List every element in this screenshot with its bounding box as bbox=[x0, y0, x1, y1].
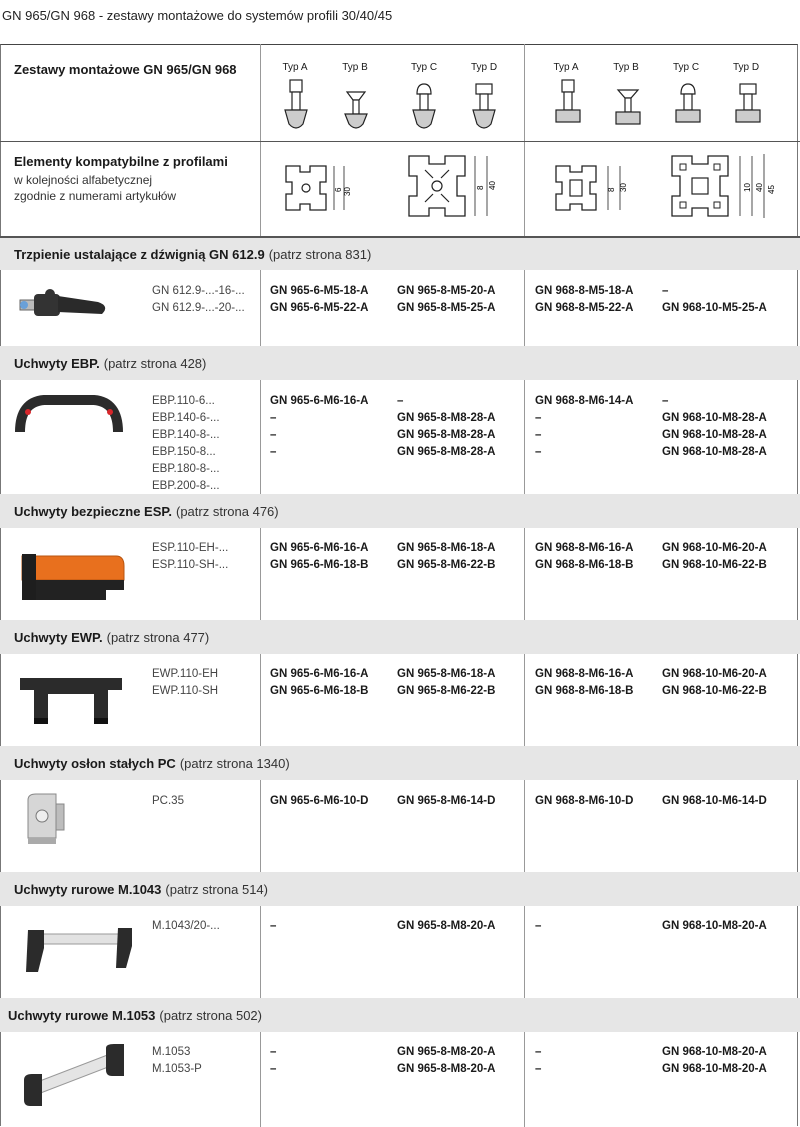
compat-subtitle: zgodnie z numerami artykułów bbox=[14, 189, 177, 203]
tube-handle-m1043-image bbox=[18, 922, 138, 980]
header-title: Zestawy montażowe GN 965/GN 968 bbox=[14, 62, 237, 77]
col-divider bbox=[260, 528, 261, 620]
section-title: Uchwyty EBP. bbox=[14, 355, 100, 371]
col-divider bbox=[260, 270, 261, 346]
part-code-gn965-6: – bbox=[270, 920, 277, 932]
part-code-gn965-6: GN 965-6-M6-16-A GN 965-6-M6-18-B bbox=[270, 542, 369, 571]
col-divider bbox=[524, 270, 525, 346]
profile-30-icon bbox=[552, 160, 642, 220]
page-title: GN 965/GN 968 - zestawy montażowe do systemów profili 30/40/45 bbox=[2, 8, 393, 23]
part-code-gn968-10: GN 968-10-M6-20-A GN 968-10-M6-22-B bbox=[662, 668, 767, 697]
profile-40-icon bbox=[405, 150, 505, 230]
part-code-gn965-8: GN 965-8-M6-18-A GN 965-8-M6-22-B bbox=[397, 668, 496, 697]
type-label: Typ B bbox=[342, 62, 368, 73]
screw-type-a-icon bbox=[554, 78, 582, 128]
section-header bbox=[0, 620, 800, 654]
profile-dim-label: 40 bbox=[488, 181, 497, 190]
part-code-gn965-8: GN 965-8-M6-14-D bbox=[397, 795, 496, 807]
profile-40-45-icon bbox=[668, 150, 778, 230]
col-divider bbox=[524, 1032, 525, 1127]
type-label: Typ D bbox=[732, 62, 760, 73]
part-code-gn968-10: GN 968-10-M6-20-A GN 968-10-M6-22-B bbox=[662, 542, 767, 571]
guard-clamp-image bbox=[20, 790, 70, 850]
section-title: Trzpienie ustalające z dźwignią GN 612.9 bbox=[14, 246, 265, 262]
tube-handle-m1053-image bbox=[20, 1044, 130, 1110]
screw-type-b-icon bbox=[614, 82, 642, 128]
part-code-gn968-10: GN 968-10-M8-20-A GN 968-10-M8-20-A bbox=[662, 1046, 767, 1075]
ewp-handle-image bbox=[16, 668, 126, 730]
part-code-gn965-6: – – bbox=[270, 1046, 277, 1075]
screw-type-c-icon bbox=[411, 80, 437, 134]
screw-type-d-icon bbox=[471, 80, 497, 134]
article-numbers: EWP.110-EH EWP.110-SH bbox=[152, 668, 219, 697]
screw-type-b-icon bbox=[343, 84, 369, 134]
part-code-gn965-6: GN 965-6-M6-16-A GN 965-6-M6-18-B bbox=[270, 668, 369, 697]
article-numbers: M.1043/20-... bbox=[152, 920, 220, 932]
article-numbers: GN 612.9-...-16-... GN 612.9-...-20-... bbox=[152, 285, 245, 314]
page-reference: (patrz strona 514) bbox=[165, 881, 268, 897]
compat-subtitle: w kolejności alfabetycznej bbox=[14, 173, 153, 187]
article-numbers: PC.35 bbox=[152, 795, 184, 807]
indexing-plunger-image bbox=[18, 282, 118, 328]
section-title: Uchwyty EWP. bbox=[14, 629, 103, 645]
part-code-gn965-6: GN 965-6-M6-10-D bbox=[270, 795, 369, 807]
part-code-gn968-10: – GN 968-10-M5-25-A bbox=[662, 285, 767, 314]
screw-type-c-icon bbox=[674, 80, 702, 128]
type-label: Typ B bbox=[613, 62, 639, 73]
part-code-gn968-8: GN 968-8-M5-18-A GN 968-8-M5-22-A bbox=[535, 285, 634, 314]
profile-dim-label: 10 bbox=[743, 183, 752, 192]
col-divider bbox=[524, 528, 525, 620]
type-label: Typ A bbox=[282, 62, 308, 73]
profile-dim-label: 6 bbox=[334, 187, 343, 192]
part-code-gn965-8: GN 965-8-M6-18-A GN 965-8-M6-22-B bbox=[397, 542, 496, 571]
profile-dim-label: 8 bbox=[607, 187, 616, 192]
part-code-gn965-6: GN 965-6-M6-16-A – – – bbox=[270, 395, 369, 458]
part-code-gn968-8: GN 968-8-M6-16-A GN 968-8-M6-18-B bbox=[535, 542, 634, 571]
col-divider bbox=[524, 654, 525, 746]
col-divider bbox=[260, 906, 261, 998]
profile-dim-label: 30 bbox=[343, 187, 352, 196]
compat-title: Elementy kompatybilne z profilami bbox=[14, 154, 228, 169]
ebp-handle-image bbox=[14, 392, 124, 442]
section-header bbox=[0, 746, 800, 780]
part-code-gn968-8: – bbox=[535, 920, 542, 932]
article-numbers: EBP.110-6... EBP.140-6-... EBP.140-8-... EBP.150-8... EBP.180-8-... EBP.200-8-... bbox=[152, 395, 220, 492]
col-divider bbox=[260, 1032, 261, 1127]
profile-dim-label: 40 bbox=[755, 183, 764, 192]
page-reference: (patrz strona 502) bbox=[159, 1007, 262, 1023]
part-code-gn968-8: – – bbox=[535, 1046, 542, 1075]
article-numbers: ESP.110-EH-... ESP.110-SH-... bbox=[152, 542, 229, 571]
page-reference: (patrz strona 1340) bbox=[179, 755, 290, 771]
col-divider bbox=[260, 780, 261, 872]
col-divider bbox=[524, 380, 525, 494]
section-header bbox=[0, 998, 800, 1032]
article-numbers: M.1053 M.1053-P bbox=[152, 1046, 202, 1075]
profile-dim-label: 45 bbox=[767, 185, 776, 194]
section-title: Uchwyty rurowe M.1053 bbox=[8, 1007, 156, 1023]
part-code-gn965-8: GN 965-8-M8-20-A bbox=[397, 920, 496, 932]
page-reference: (patrz strona 477) bbox=[106, 629, 210, 645]
section-title: Uchwyty rurowe M.1043 bbox=[14, 881, 162, 897]
profile-30-icon bbox=[282, 160, 362, 220]
part-code-gn968-10: – GN 968-10-M8-28-A GN 968-10-M8-28-A GN 968-10-M8-28-A bbox=[662, 395, 767, 458]
page-reference: (patrz strona 428) bbox=[103, 355, 207, 371]
col-divider bbox=[260, 380, 261, 494]
screw-type-a-icon bbox=[283, 78, 309, 134]
screw-type-d-icon bbox=[734, 80, 762, 128]
col-divider bbox=[524, 906, 525, 998]
page-reference: (patrz strona 476) bbox=[176, 503, 279, 519]
section-header bbox=[0, 238, 800, 270]
part-code-gn965-8: GN 965-8-M5-20-A GN 965-8-M5-25-A bbox=[397, 285, 496, 314]
col-divider bbox=[260, 654, 261, 746]
part-code-gn968-8: GN 968-8-M6-14-A – – – bbox=[535, 395, 634, 458]
part-code-gn968-10: GN 968-10-M6-14-D bbox=[662, 795, 767, 807]
section-title: Uchwyty osłon stałych PC bbox=[14, 755, 176, 771]
part-code-gn965-8: – GN 965-8-M8-28-A GN 965-8-M8-28-A GN 965-8-M8-28-A bbox=[397, 395, 496, 458]
row-divider bbox=[0, 141, 800, 142]
col-divider bbox=[524, 780, 525, 872]
part-code-gn968-8: GN 968-8-M6-10-D bbox=[535, 795, 634, 807]
section-header bbox=[0, 872, 800, 906]
type-label: Typ C bbox=[672, 62, 700, 73]
profile-dim-label: 30 bbox=[619, 183, 628, 192]
esp-safety-handle-image bbox=[16, 540, 126, 606]
type-label: Typ A bbox=[553, 62, 579, 73]
section-header bbox=[0, 494, 800, 528]
profile-dim-label: 8 bbox=[476, 185, 485, 190]
part-code-gn965-6: GN 965-6-M5-18-A GN 965-6-M5-22-A bbox=[270, 285, 369, 314]
part-code-gn968-8: GN 968-8-M6-16-A GN 968-8-M6-18-B bbox=[535, 668, 634, 697]
type-label: Typ D bbox=[470, 62, 498, 73]
part-code-gn968-10: GN 968-10-M8-20-A bbox=[662, 920, 767, 932]
section-header bbox=[0, 346, 800, 380]
page-reference: (patrz strona 831) bbox=[268, 246, 372, 262]
section-title: Uchwyty bezpieczne ESP. bbox=[14, 503, 172, 519]
part-code-gn965-8: GN 965-8-M8-20-A GN 965-8-M8-20-A bbox=[397, 1046, 496, 1075]
type-label: Typ C bbox=[410, 62, 438, 73]
